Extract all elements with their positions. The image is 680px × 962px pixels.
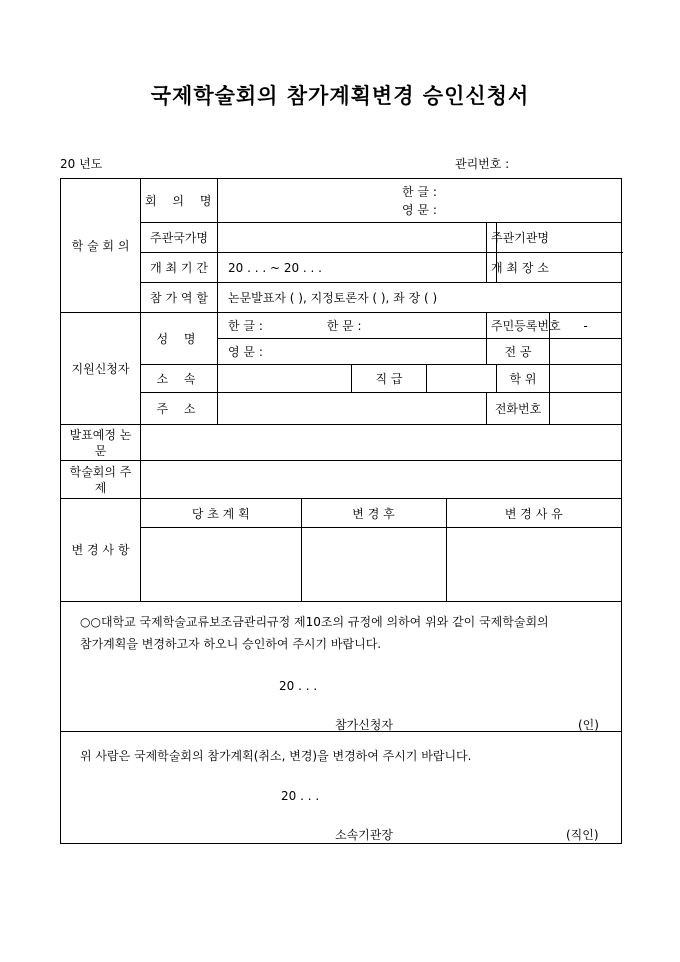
declaration1-signer-label: 참가신청자 [335, 718, 393, 732]
period-label: 개 최 기 간 [141, 253, 218, 283]
year-label: 20 년도 [60, 157, 103, 171]
rank-field[interactable] [427, 365, 497, 393]
name-korean-label: 한 글 : [228, 319, 263, 333]
theme-field[interactable] [141, 461, 622, 499]
changes-header-after: 변 경 후 [301, 499, 446, 528]
declaration2-seal[interactable]: (직인) [566, 828, 599, 842]
rank-label: 직 급 [352, 365, 427, 393]
period-field[interactable]: 20 . . . ~ 20 . . . [218, 253, 487, 283]
conference-name-cell[interactable] [218, 179, 622, 223]
address-field[interactable] [218, 393, 487, 425]
declaration1-seal[interactable]: (인) [578, 718, 599, 732]
declaration1-line2: 참가계획을 변경하고자 하오니 승인하여 주시기 바랍니다. [80, 637, 382, 651]
paper-label: 발표예정 논문 [61, 425, 141, 461]
role-field[interactable]: 논문발표자 ( ), 지정토론자 ( ), 좌 장 ( ) [218, 283, 622, 313]
name-hanja-label: 한 문 : [326, 319, 362, 333]
declaration1-date[interactable]: 20 . . . [279, 679, 318, 693]
conference-name-english: 영 문 : [402, 202, 437, 217]
venue-label: 개 최 장 소 [487, 253, 497, 283]
applicant-section-label: 지원신청자 [61, 313, 141, 425]
paper-field[interactable] [141, 425, 622, 461]
management-number-label: 관리번호 : [455, 157, 510, 171]
declaration2-date[interactable]: 20 . . . [281, 789, 320, 803]
changes-after-field[interactable] [301, 528, 446, 601]
address-label: 주 소 [141, 393, 218, 425]
conference-name-korean: 한 글 : [402, 184, 437, 199]
degree-field[interactable] [550, 365, 622, 393]
affiliation-label: 소 속 [141, 365, 218, 393]
changes-header-reason: 변 경 사 유 [446, 499, 621, 528]
affiliation-field[interactable] [218, 365, 352, 393]
changes-inner-table [141, 499, 621, 601]
degree-label: 학 위 [497, 365, 550, 393]
declaration2-signer-label: 소속기관장 [335, 828, 393, 842]
host-country-field[interactable] [218, 223, 487, 253]
applicant-name-label: 성 명 [141, 313, 218, 365]
form-title: 국제학술회의 참가계획변경 승인신청서 [150, 83, 530, 108]
theme-label: 학술회의 주제 [61, 461, 141, 499]
changes-grid [141, 499, 622, 602]
conference-section-label: 학 술 회 의 [61, 179, 141, 313]
phone-field[interactable] [550, 393, 622, 425]
rrn-field[interactable]: - [550, 313, 622, 339]
major-field[interactable] [550, 339, 622, 365]
application-form-table [60, 178, 622, 844]
host-country-label: 주관국가명 [141, 223, 218, 253]
declaration2-line1: 위 사람은 국제학술회의 참가계획(취소, 변경)을 변경하여 주시기 바랍니다. [80, 749, 472, 763]
declaration1-line1: ○○대학교 국제학술교류보조금관리규정 제10조의 규정에 의하여 위와 같이 국제학술회의 [80, 615, 549, 629]
applicant-name-english[interactable]: 영 문 : [218, 339, 487, 365]
rrn-label: 주민등록번호 [487, 313, 550, 339]
changes-section-label: 변 경 사 항 [61, 499, 141, 602]
major-label: 전 공 [487, 339, 550, 365]
applicant-name-korean-hanja[interactable] [218, 313, 487, 339]
changes-reason-field[interactable] [446, 528, 621, 601]
role-label: 참 가 역 할 [141, 283, 218, 313]
changes-header-original: 당 초 계 획 [141, 499, 301, 528]
host-org-label: 주관기관명 [487, 223, 497, 253]
phone-label: 전화번호 [487, 393, 550, 425]
changes-original-field[interactable] [141, 528, 301, 601]
conference-name-label: 회 의 명 [141, 179, 218, 223]
